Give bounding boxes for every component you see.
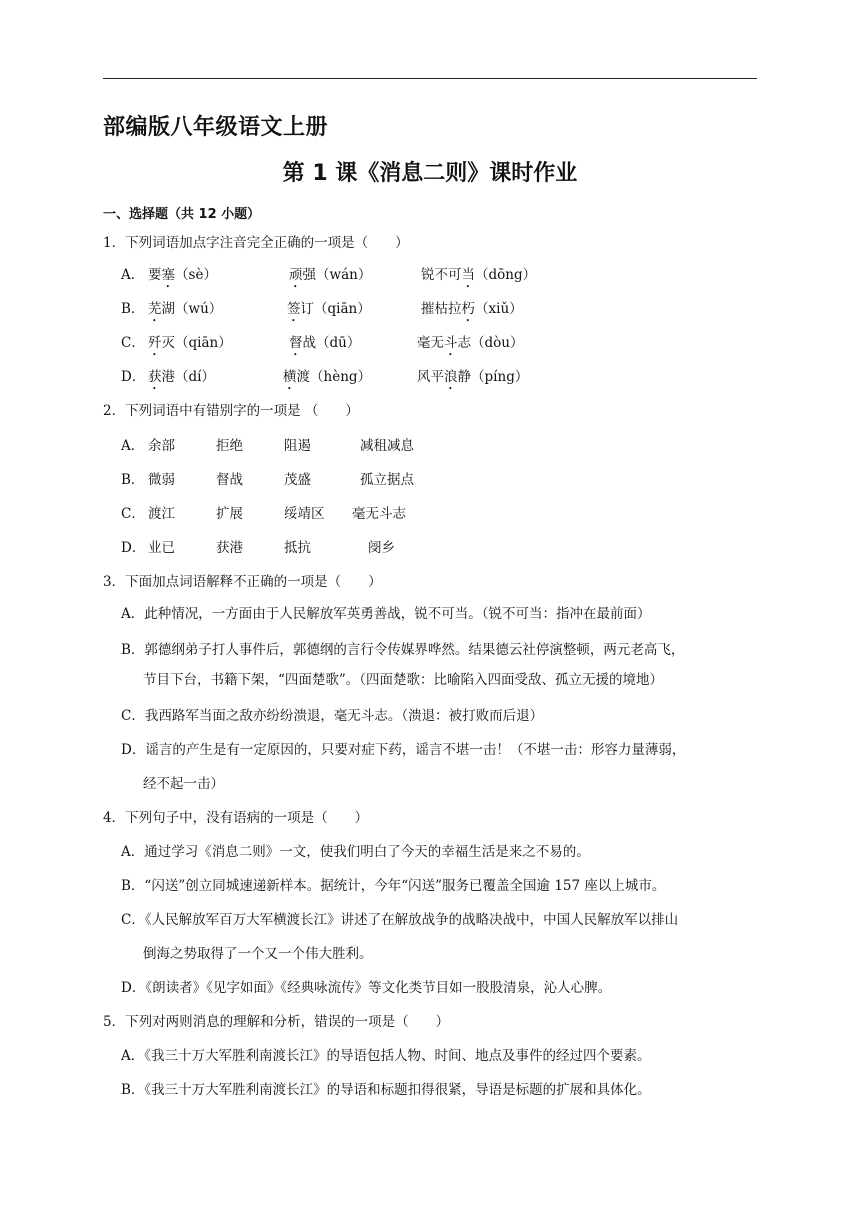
q1-option-c: C． 歼灭（qiān） 督战（dū） 毫无斗志（dòu） bbox=[121, 333, 145, 353]
q1-b-word2: 签订（qiān） bbox=[287, 301, 371, 317]
q1-option-d: D． 获港（dí） 横渡（hèng） 风平浪静（píng） bbox=[121, 367, 145, 387]
q1-a-word1: 要塞（sè） bbox=[148, 267, 217, 283]
q3-option-b-line2: 节目下台，书籍下架，“四面楚歌”。（四面楚歌：比喻陷入四面受敌、孤立无援的境地） bbox=[143, 672, 664, 688]
q3-option-d-line1: D．谣言的产生是有一定原因的，只要对症下药，谣言不堪一击！（不堪一击：形容力量薄弱， bbox=[121, 742, 686, 758]
q3-stem: 3．下面加点词语解释不正确的一项是（ ） bbox=[103, 574, 382, 590]
q1-c-word1: 歼灭（qiān） bbox=[148, 335, 232, 351]
q1-option-a: A． 要塞（sè） 顽强（wán） 锐不可当（dōng） bbox=[121, 265, 144, 285]
page-title: 部编版八年级语文上册 bbox=[103, 115, 329, 140]
q5-option-a: A．《我三十万大军胜利南渡长江》的导语包括人物、时间、地点及事件的经过四个要素。 bbox=[121, 1048, 651, 1064]
q4-option-a: A．通过学习《消息二则》一文，使我们明白了今天的幸福生活是来之不易的。 bbox=[121, 844, 590, 860]
q2-option-b: B． 微弱 督战 茂盛 孤立据点 bbox=[121, 472, 414, 488]
q5-stem: 5．下列对两则消息的理解和分析，错误的一项是（ ） bbox=[103, 1014, 450, 1030]
q1-d-word1: 获港（dí） bbox=[148, 369, 215, 385]
q1-a-word3: 锐不可当（dōng） bbox=[421, 267, 537, 283]
q1-b-word1: 芜湖（wú） bbox=[148, 301, 223, 317]
q4-option-c-line1: C．《人民解放军百万大军横渡长江》讲述了在解放战争的战略决战中，中国人民解放军以排山 bbox=[121, 912, 679, 928]
q1-stem: 1．下列词语加点字注音完全正确的一项是（ ） bbox=[103, 235, 409, 251]
q4-option-d: D．《朗读者》《见字如面》《经典咏流传》等文化类节目如一股股清泉，沁人心脾。 bbox=[121, 980, 612, 996]
q1-d-word2: 横渡（hèng） bbox=[283, 369, 372, 385]
header-rule bbox=[103, 78, 757, 79]
section-heading: 一、选择题（共 12 小题） bbox=[103, 207, 261, 222]
q4-option-b: B．“闪送”创立同城速递新样本。据统计，今年“闪送”服务已覆盖全国逾 157 座以上城市。 bbox=[121, 878, 666, 894]
q1-a-word2: 顽强（wán） bbox=[289, 267, 372, 283]
q4-stem: 4．下列句子中，没有语病的一项是（ ） bbox=[103, 810, 369, 826]
q4-option-c-line2: 倒海之势取得了一个又一个伟大胜利。 bbox=[143, 946, 373, 962]
q3-option-b-line1: B．郭德纲弟子打人事件后，郭德纲的言行令传媒界哗然。结果德云社停演整顿，两元老高飞， bbox=[121, 642, 685, 658]
q2-option-a: A． 余部 拒绝 阻遏 减租减息 bbox=[121, 438, 414, 454]
q1-c-word3: 毫无斗志（dòu） bbox=[417, 335, 524, 351]
q1-c-word2: 督战（dū） bbox=[289, 335, 361, 351]
lesson-title: 第 1 课《消息二则》课时作业 bbox=[282, 161, 578, 186]
q2-option-c: C． 渡江 扩展 绥靖区 毫无斗志 bbox=[121, 506, 406, 522]
q5-option-b: B．《我三十万大军胜利南渡长江》的导语和标题扣得很紧，导语是标题的扩展和具体化。 bbox=[121, 1082, 651, 1098]
q2-stem: 2．下列词语中有错别字的一项是 （ ） bbox=[103, 403, 359, 419]
q3-option-d-line2: 经不起一击） bbox=[143, 776, 224, 792]
q1-option-b: B． 芜湖（wú） 签订（qiān） 摧枯拉朽（xiǔ） bbox=[121, 299, 144, 319]
q3-option-a: A．此种情况，一方面由于人民解放军英勇善战，锐不可当。（锐不可当：指冲在最前面） bbox=[121, 606, 651, 622]
q3-option-c: C．我西路军当面之敌亦纷纷溃退，毫无斗志。（溃退：被打败而后退） bbox=[121, 708, 544, 724]
q2-option-d: D． 业已 获港 抵抗 阌乡 bbox=[121, 540, 395, 556]
q1-d-word3: 风平浪静（píng） bbox=[417, 369, 529, 385]
q1-b-word3: 摧枯拉朽（xiǔ） bbox=[421, 301, 523, 317]
